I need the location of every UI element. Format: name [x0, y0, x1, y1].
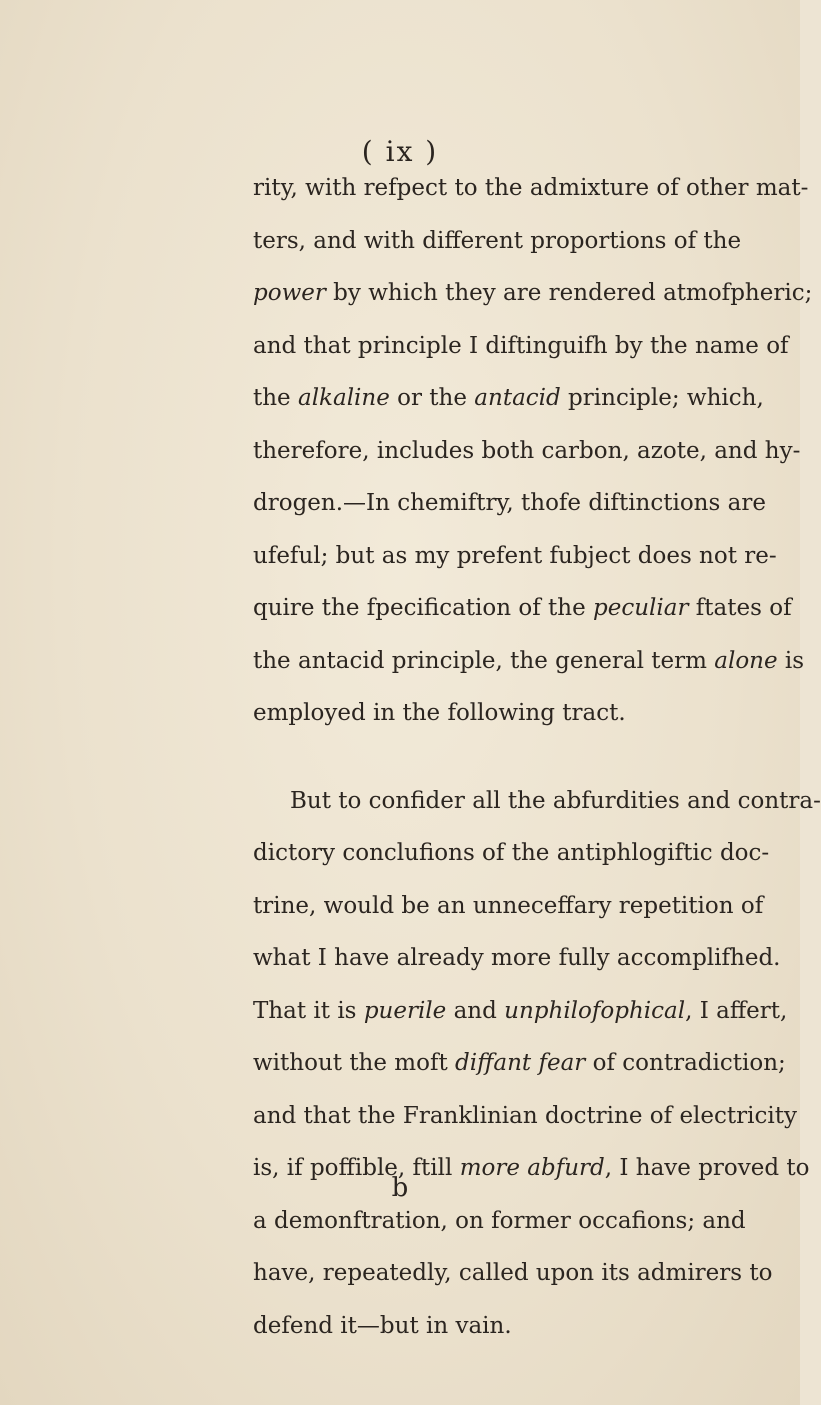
page-number-header: ( ix ) [361, 135, 439, 168]
paragraph-1: rity, with refpect to the admixture of other mat- ters, and with different proportions of the power by which they are rendered atmofpheric; and that principle I diftinguifh by the name of the alkaline or the antacid principle; which, therefore, includes both carbon, azote, and hy- drogen.—In chemiftry, thofe diftinctions are ufeful; but as my prefent fubject does not re- quire the fpecification of the peculiar ftates of the antacid principle, the general term alone is employed in the following tract. [253, 175, 813, 726]
signature-mark: b [391, 1173, 409, 1203]
paragraph-2: But to confider all the abfurdities and contra- dictory conclufions of the antiphlogiftic doc- trine, would be an unneceffary repetition of what I have already more fully accomplifhed. That it is puerile and unphilofophical, I affert, without the moft diffant fear of contradiction; and that the Franklinian doctrine of electricity is, if poffible, ftill more abfurd, I have proved to a demonftration, on former occafions; and have, repeatedly, called upon its admirers to defend it—but in vain. [253, 787, 821, 1339]
